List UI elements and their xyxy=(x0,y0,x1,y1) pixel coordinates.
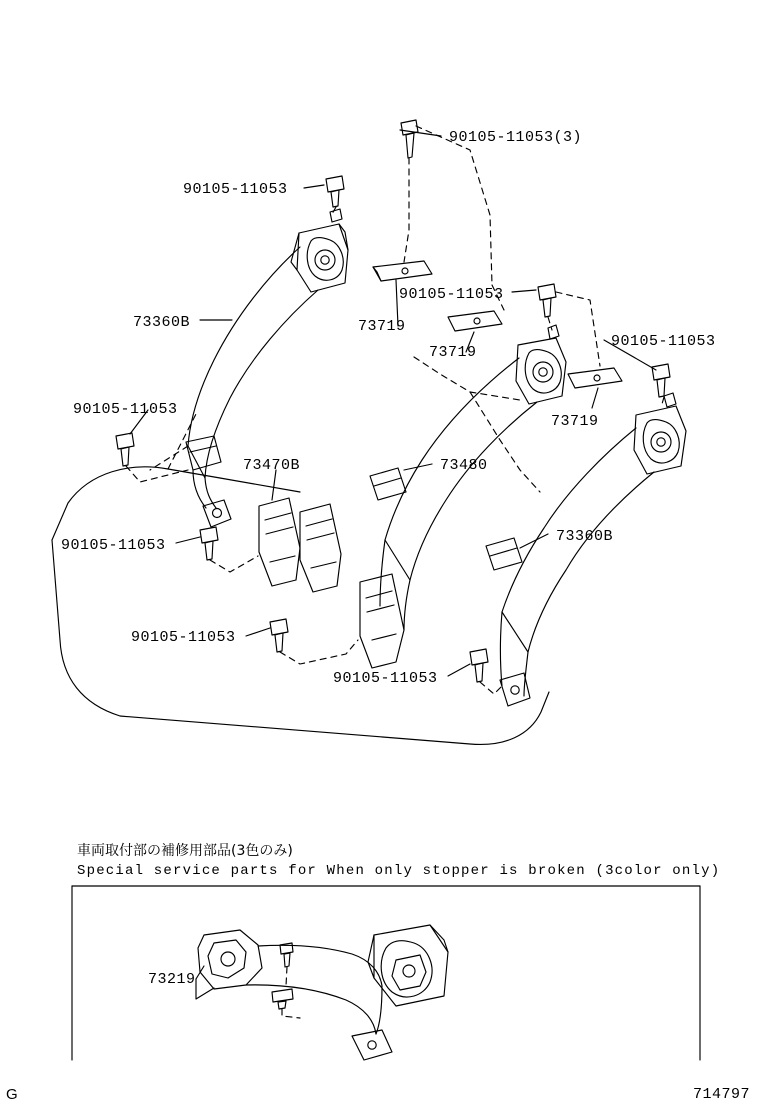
label-ssp-73219: 73219 xyxy=(148,971,196,988)
label-bolt-left-mid: 90105-11053 xyxy=(73,401,178,418)
label-plate-73719-c: 73719 xyxy=(551,413,599,430)
label-bolt-upper-left: 90105-11053 xyxy=(183,181,288,198)
label-bolt-left-lower: 90105-11053 xyxy=(61,537,166,554)
note-japanese: 車両取付部の補修用部品(3色のみ) xyxy=(77,843,293,859)
note-english: Special service parts for When only stopper is broken (3color only) xyxy=(77,863,721,879)
label-bolt-right-upper: 90105-11053 xyxy=(611,333,716,350)
label-buckle-73470b: 73470B xyxy=(243,457,301,474)
label-belt-left-outer: 73360B xyxy=(133,314,191,331)
page-corner-letter: G xyxy=(6,1086,18,1103)
label-bolt-lower-left-2: 90105-11053 xyxy=(131,629,236,646)
figure-number: 714797 xyxy=(692,1086,750,1103)
label-plate-73719-b: 73719 xyxy=(429,344,477,361)
label-belt-right-outer: 73360B xyxy=(556,528,614,545)
label-bolt-mid-center: 90105-11053 xyxy=(399,286,504,303)
label-plate-73719-a: 73719 xyxy=(358,318,406,335)
label-bolt-top-3: 90105-11053(3) xyxy=(449,129,583,146)
label-bolt-bottom-center: 90105-11053 xyxy=(333,670,438,687)
label-belt-center-73480: 73480 xyxy=(440,457,488,474)
